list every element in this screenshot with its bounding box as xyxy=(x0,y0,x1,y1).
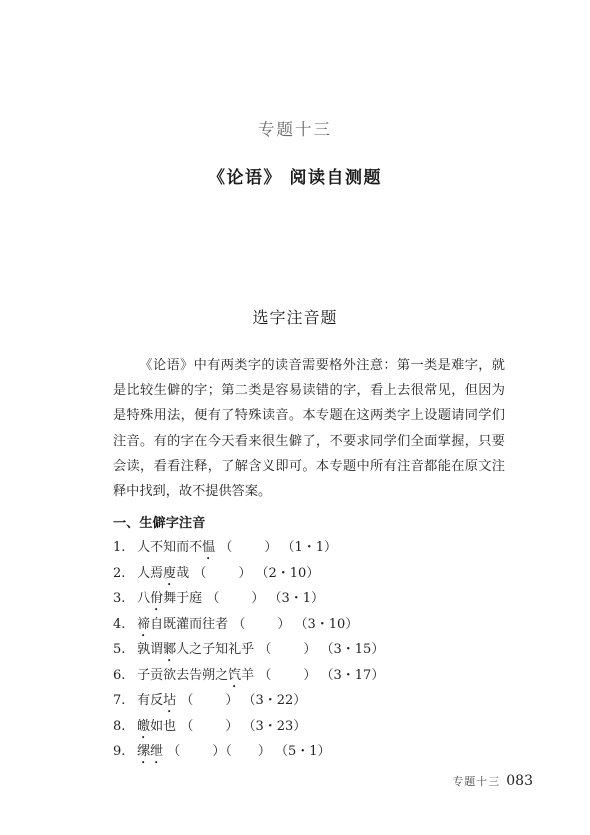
marked-character: 饩 xyxy=(228,667,242,683)
answer-blank: （ ） xyxy=(232,616,291,632)
marked-character: 缧绁 xyxy=(137,744,164,759)
question-list xyxy=(113,535,384,765)
source-reference: （3・10） xyxy=(294,616,359,632)
answer-blank: （ ） xyxy=(258,642,317,657)
question-text-before: 子贡欲去告朔之 xyxy=(137,667,229,683)
question-number: 8. xyxy=(113,718,126,734)
question-text-before: 有反 xyxy=(137,693,164,708)
marked-character: 坫 xyxy=(163,693,177,708)
question-number: 9. xyxy=(113,744,126,759)
question-item xyxy=(113,561,384,587)
question-number: 2. xyxy=(113,565,126,581)
marked-character: 皦 xyxy=(137,718,151,734)
section-title: 选字注音题 xyxy=(252,308,338,327)
running-head: 专题十三 xyxy=(452,775,501,788)
answer-blank: （ ） xyxy=(180,693,239,708)
question-text-after: 自既灌而往者 xyxy=(150,616,229,632)
answer-blank: （ ） xyxy=(258,667,317,683)
question-text-before: 孰谓 xyxy=(137,642,164,657)
question-text-before: 八 xyxy=(137,591,151,606)
page-footer xyxy=(452,773,533,789)
page-title: 《论语》 阅读自测题 xyxy=(208,168,382,188)
marked-character: 廋 xyxy=(163,565,177,581)
question-text-after: 舞于庭 xyxy=(163,591,203,606)
marked-character: 佾 xyxy=(150,591,164,606)
source-reference: （3・22） xyxy=(242,693,307,708)
source-reference: （2・10） xyxy=(255,565,320,581)
question-number: 6. xyxy=(113,667,126,683)
question-number: 4. xyxy=(113,616,126,632)
answer-blank: （ ）（ ） xyxy=(167,744,271,759)
source-reference: （5・1） xyxy=(274,744,331,759)
question-item xyxy=(113,739,384,765)
question-number: 5. xyxy=(113,642,126,657)
marked-character: 禘 xyxy=(137,616,151,632)
source-reference: （3・17） xyxy=(320,667,385,683)
question-item xyxy=(113,586,384,612)
source-reference: （3・23） xyxy=(242,718,307,734)
answer-blank: （ ） xyxy=(219,540,278,555)
question-text-after: 如也 xyxy=(150,718,177,734)
marked-character: 鄹 xyxy=(163,642,177,657)
question-item xyxy=(113,663,384,689)
question-number: 7. xyxy=(113,693,126,708)
page-number: 083 xyxy=(506,773,533,789)
chapter-label: 专题十三 xyxy=(258,120,332,139)
question-item xyxy=(113,612,384,638)
answer-blank: （ ） xyxy=(193,565,252,581)
question-number: 3. xyxy=(113,591,126,606)
question-item xyxy=(113,535,384,561)
marked-character: 愠 xyxy=(202,540,216,555)
question-text-before: 人焉 xyxy=(137,565,164,581)
question-item xyxy=(113,688,384,714)
answer-blank: （ ） xyxy=(180,718,239,734)
answer-blank: （ ） xyxy=(206,591,265,606)
source-reference: （3・1） xyxy=(268,591,325,606)
intro-paragraph: 《论语》中有两类字的读音需要格外注意：第一类是难字，就是比较生僻的字；第二类是容易读错的字，看上去很常见，但因为是特殊用法，便有了特殊读音。本专题在这两类字上设题请同学们注音。有的字在今天看来很生僻了，不要求同学们全面掌握，只要会读，看看注释，了解含义即可。本专题中所有注音都能在原文注释中找到，故不提供答案。 xyxy=(113,358,505,500)
question-item xyxy=(113,714,384,740)
question-number: 1. xyxy=(113,540,126,555)
subsection-heading: 一、生僻字注音 xyxy=(113,516,206,531)
source-reference: （3・15） xyxy=(320,642,385,657)
question-text-after: 人之子知礼乎 xyxy=(176,642,255,657)
question-item xyxy=(113,637,384,663)
source-reference: （1・1） xyxy=(281,540,338,555)
question-text-before: 人不知而不 xyxy=(137,540,203,555)
question-text-after: 羊 xyxy=(241,667,255,683)
question-text-after: 哉 xyxy=(176,565,190,581)
